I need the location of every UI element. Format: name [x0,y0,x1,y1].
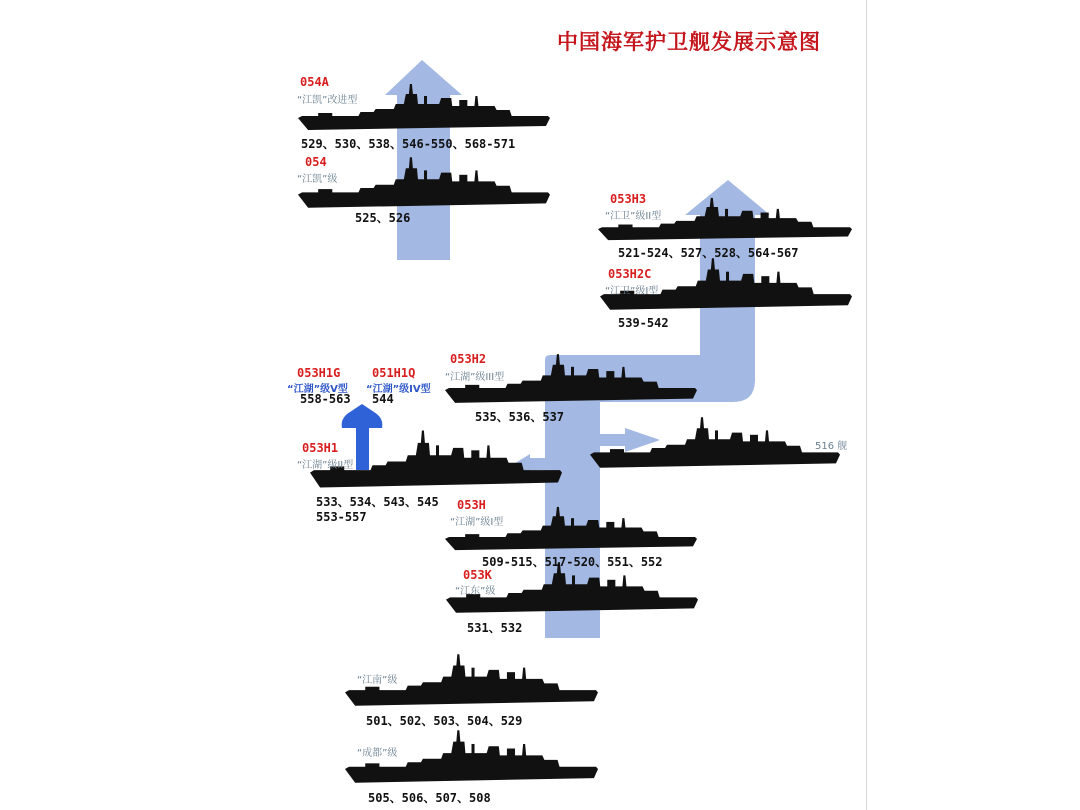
ship-516-silhouette [590,415,840,470]
ship-code-053h1g: 053H1G [297,366,341,380]
ship-name-054a: “江凯”改进型 [297,95,358,106]
ship-name-516: 516 舰 [815,441,848,452]
ship-054a-silhouette [298,82,550,132]
hull-numbers-053h2: 535、536、537 [475,410,565,424]
ship-name-053h2c: “江卫”级I型 [605,286,659,297]
ship-code-053h: 053H [457,498,486,512]
hull-numbers-054a: 529、530、538、546-550、568-571 [301,137,516,151]
ship-name-chengdu: “成都”级 [357,748,398,759]
ship-name-053h: “江湖”级I型 [450,517,504,528]
hull-numbers-jiangnan: 501、502、503、504、529 [366,714,523,728]
ship-code-054a: 054A [300,75,329,89]
ship-code-053h1: 053H1 [302,441,339,455]
diagram-title: 中国海军护卫舰发展示意图 [557,30,821,54]
ship-code-053h3: 053H3 [610,192,647,206]
ship-code-053h2: 053H2 [450,352,487,366]
ship-code-054: 054 [305,155,327,169]
hull-numbers-053k: 531、532 [467,621,523,635]
ship-code-051h1q: 051H1Q [372,366,416,380]
ship-name-053h2: “江湖”级III型 [445,372,505,383]
hull-numbers-054: 525、526 [355,211,411,225]
ship-name-jiangnan: “江南”级 [357,675,398,686]
ship-code-053h2c: 053H2C [608,267,652,281]
hull-numbers-053h: 509-515、517-520、551、552 [482,555,663,569]
ship-name-051h1q: “江湖”级IV型 [366,384,431,395]
hull-numbers-053h3: 521-524、527、528、564-567 [618,246,799,260]
ship-code-053k: 053K [463,568,492,582]
ship-name-054: “江凯”级 [297,174,338,185]
hull-numbers-051h1q: 544 [372,392,394,406]
hull-numbers-053h2c: 539-542 [618,316,669,330]
hull-numbers-053h1g: 558-563 [300,392,351,406]
hull-numbers-053h1-line2: 553-557 [316,510,367,524]
ship-name-053k: “江东”级 [455,586,496,597]
ship-name-053h1: “江湖”级II型 [297,460,354,471]
hull-numbers-chengdu: 505、506、507、508 [368,791,491,805]
ship-name-053h1g: “江湖”级V型 [287,384,348,395]
ship-name-053h3: “江卫”级II型 [605,211,662,222]
hull-numbers-053h1: 533、534、543、545 [316,495,439,509]
